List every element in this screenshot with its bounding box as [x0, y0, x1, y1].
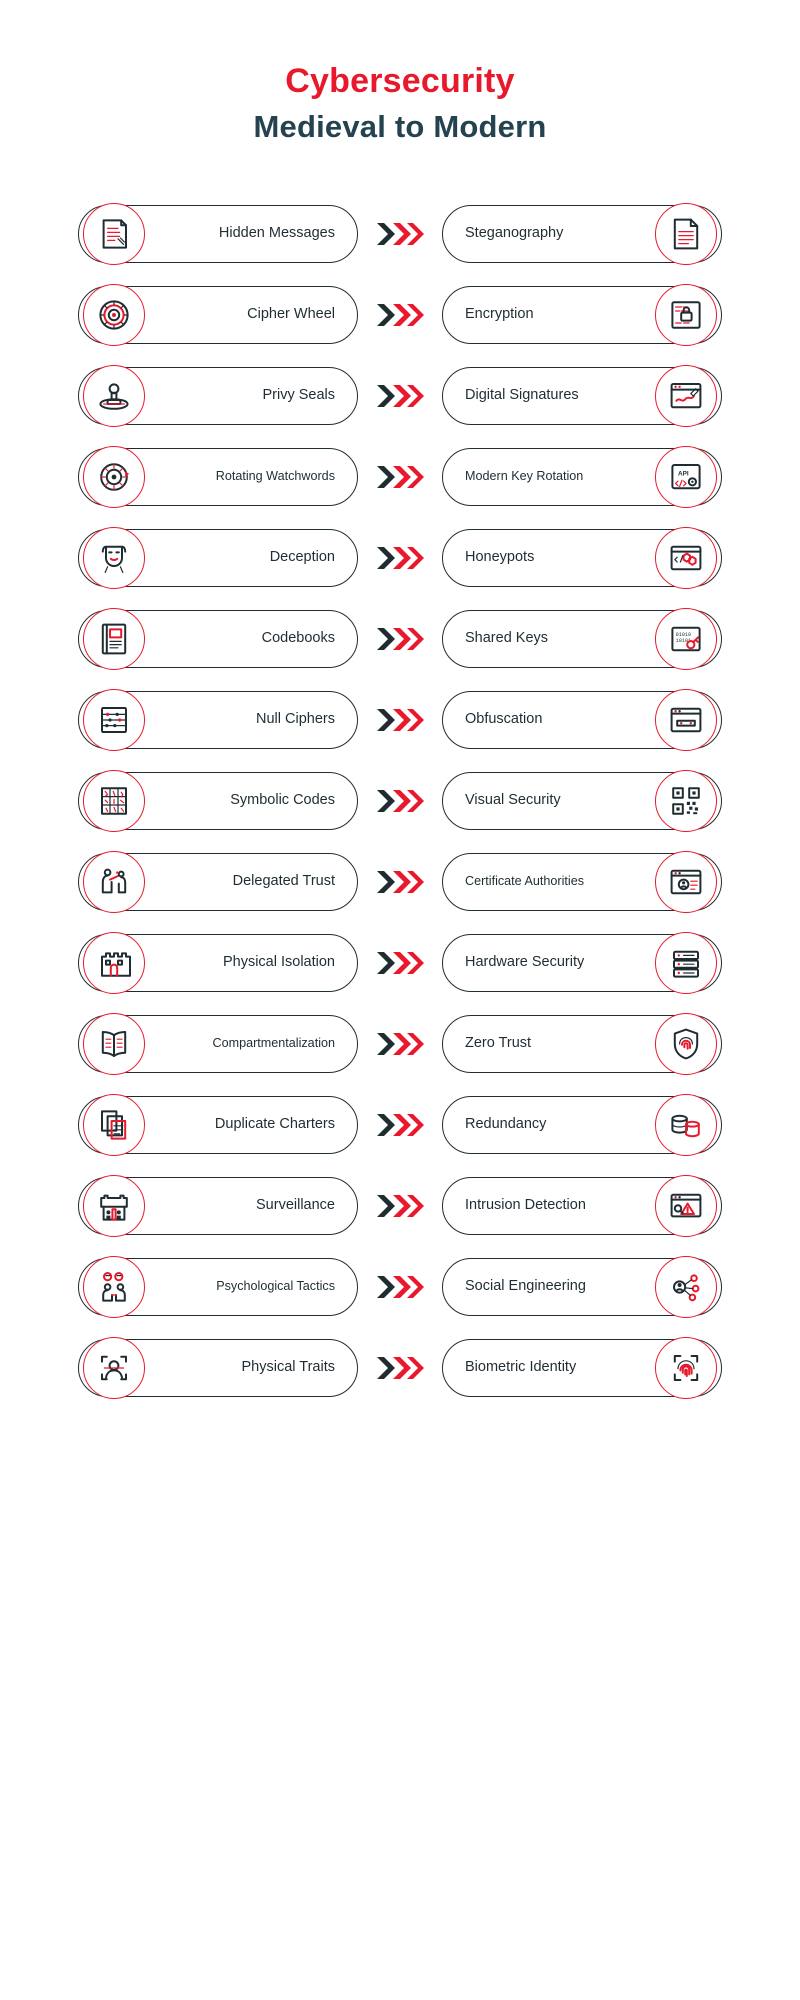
- api-gear-icon: [655, 446, 717, 508]
- medieval-item-0[interactable]: [78, 205, 358, 263]
- honeycomb-code-icon: [655, 527, 717, 589]
- medieval-item-4[interactable]: [78, 529, 358, 587]
- modern-item-2[interactable]: [442, 367, 722, 425]
- medieval-item-1[interactable]: [78, 286, 358, 344]
- modern-label-4: Honeypots: [465, 549, 535, 566]
- arrow-8: [371, 869, 429, 895]
- medieval-label-9: Physical Isolation: [222, 954, 335, 971]
- modern-item-10[interactable]: [442, 1015, 722, 1073]
- binary-key-icon: [655, 608, 717, 670]
- table-row: [78, 1333, 722, 1403]
- document-binary-icon: [655, 203, 717, 265]
- knighting-ceremony-icon: [83, 851, 145, 913]
- arrow-0: [371, 221, 429, 247]
- medieval-label-14: Physical Traits: [241, 1359, 335, 1376]
- medieval-label-5: Codebooks: [261, 630, 335, 647]
- qr-code-icon: [655, 770, 717, 832]
- medieval-item-3[interactable]: [78, 448, 358, 506]
- modern-item-8[interactable]: [442, 853, 722, 911]
- modern-label-2: Digital Signatures: [465, 387, 579, 404]
- arrow-5: [371, 626, 429, 652]
- codebook-icon: [83, 608, 145, 670]
- modern-item-9[interactable]: [442, 934, 722, 992]
- watchtower-guards-icon: [83, 1175, 145, 1237]
- medieval-label-4: Deception: [269, 549, 335, 566]
- medieval-item-5[interactable]: [78, 610, 358, 668]
- scroll-manuscript-icon: [83, 203, 145, 265]
- modern-item-6[interactable]: [442, 691, 722, 749]
- modern-item-4[interactable]: [442, 529, 722, 587]
- arrow-10: [371, 1031, 429, 1057]
- medieval-item-2[interactable]: [78, 367, 358, 425]
- table-row: [78, 928, 722, 998]
- medieval-label-7: Symbolic Codes: [230, 792, 335, 809]
- arrow-6: [371, 707, 429, 733]
- table-row: [78, 766, 722, 836]
- medieval-item-6[interactable]: [78, 691, 358, 749]
- modern-label-8: Certificate Authorities: [465, 874, 584, 889]
- table-row: [78, 280, 722, 350]
- modern-label-12: Intrusion Detection: [465, 1197, 586, 1214]
- page-subtitle: Medieval to Modern: [253, 108, 547, 144]
- medieval-item-10[interactable]: [78, 1015, 358, 1073]
- database-stack-icon: [655, 1094, 717, 1156]
- open-book-icon: [83, 1013, 145, 1075]
- medieval-label-11: Duplicate Charters: [214, 1116, 335, 1133]
- medieval-label-3: Rotating Watchwords: [215, 469, 335, 484]
- medieval-item-9[interactable]: [78, 934, 358, 992]
- padlock-binary-icon: [655, 284, 717, 346]
- modern-label-13: Social Engineering: [465, 1278, 586, 1295]
- comparison-rows: [0, 199, 800, 1403]
- table-row: [78, 1252, 722, 1322]
- arrow-13: [371, 1274, 429, 1300]
- modern-label-1: Encryption: [465, 306, 534, 323]
- fingerprint-scan-icon: [655, 1337, 717, 1399]
- modern-label-0: Steganography: [465, 225, 564, 242]
- table-row: [78, 199, 722, 269]
- modern-item-14[interactable]: [442, 1339, 722, 1397]
- modern-item-3[interactable]: [442, 448, 722, 506]
- server-rack-icon: [655, 932, 717, 994]
- svg-text:01010: 01010: [675, 631, 692, 638]
- arrow-3: [371, 464, 429, 490]
- conversation-minds-icon: [83, 1256, 145, 1318]
- medieval-label-10: Compartmentalization: [212, 1036, 335, 1051]
- medieval-item-12[interactable]: [78, 1177, 358, 1235]
- modern-item-13[interactable]: [442, 1258, 722, 1316]
- modern-label-3: Modern Key Rotation: [465, 469, 584, 484]
- arrow-7: [371, 788, 429, 814]
- wax-seal-stamp-icon: [83, 365, 145, 427]
- modern-label-14: Biometric Identity: [465, 1359, 577, 1376]
- arrow-14: [371, 1355, 429, 1381]
- modern-item-7[interactable]: [442, 772, 722, 830]
- hieroglyph-grid-icon: [83, 770, 145, 832]
- cipher-disk-icon: [83, 284, 145, 346]
- modern-item-12[interactable]: [442, 1177, 722, 1235]
- duplicate-documents-icon: [83, 1094, 145, 1156]
- modern-label-7: Visual Security: [465, 792, 561, 809]
- svg-text:10101: 10101: [675, 637, 692, 644]
- medieval-item-13[interactable]: [78, 1258, 358, 1316]
- medieval-label-6: Null Ciphers: [256, 711, 335, 728]
- modern-label-10: Zero Trust: [465, 1035, 532, 1052]
- modern-label-9: Hardware Security: [465, 954, 585, 971]
- rotating-dial-icon: [83, 446, 145, 508]
- modern-item-11[interactable]: [442, 1096, 722, 1154]
- arrow-1: [371, 302, 429, 328]
- medieval-label-2: Privy Seals: [262, 387, 335, 404]
- table-row: [78, 604, 722, 674]
- svg-text:API: API: [678, 470, 689, 478]
- table-row: [78, 1171, 722, 1241]
- table-row: [78, 523, 722, 593]
- medieval-item-11[interactable]: [78, 1096, 358, 1154]
- table-row: [78, 361, 722, 431]
- modern-item-5[interactable]: [442, 610, 722, 668]
- arrow-11: [371, 1112, 429, 1138]
- medieval-label-13: Psychological Tactics: [216, 1279, 335, 1294]
- arrow-2: [371, 383, 429, 409]
- medieval-label-12: Surveillance: [256, 1197, 335, 1214]
- fingerprint-shield-icon: [655, 1013, 717, 1075]
- table-row: [78, 1090, 722, 1160]
- arrow-12: [371, 1193, 429, 1219]
- medieval-label-1: Cipher Wheel: [247, 306, 335, 323]
- medieval-label-0: Hidden Messages: [218, 225, 335, 242]
- modern-item-1[interactable]: [442, 286, 722, 344]
- face-scan-icon: [83, 1337, 145, 1399]
- alert-monitor-icon: [655, 1175, 717, 1237]
- table-row: [78, 685, 722, 755]
- page-title: Cybersecurity: [285, 62, 515, 100]
- modern-label-5: Shared Keys: [465, 630, 549, 647]
- arrow-9: [371, 950, 429, 976]
- medieval-label-8: Delegated Trust: [232, 873, 335, 890]
- modern-label-6: Obfuscation: [465, 711, 543, 728]
- modern-item-0[interactable]: [442, 205, 722, 263]
- castle-tower-icon: [83, 932, 145, 994]
- modern-label-11: Redundancy: [465, 1116, 547, 1133]
- medieval-item-14[interactable]: [78, 1339, 358, 1397]
- signature-screen-icon: [655, 365, 717, 427]
- masked-screen-icon: [655, 689, 717, 751]
- table-row: [78, 847, 722, 917]
- arrow-4: [371, 545, 429, 571]
- network-people-icon: [655, 1256, 717, 1318]
- medieval-item-8[interactable]: [78, 853, 358, 911]
- page-header: [0, 60, 800, 147]
- abacus-icon: [83, 689, 145, 751]
- medieval-item-7[interactable]: [78, 772, 358, 830]
- table-row: [78, 442, 722, 512]
- table-row: [78, 1009, 722, 1079]
- certificate-badge-icon: [655, 851, 717, 913]
- theater-mask-icon: [83, 527, 145, 589]
